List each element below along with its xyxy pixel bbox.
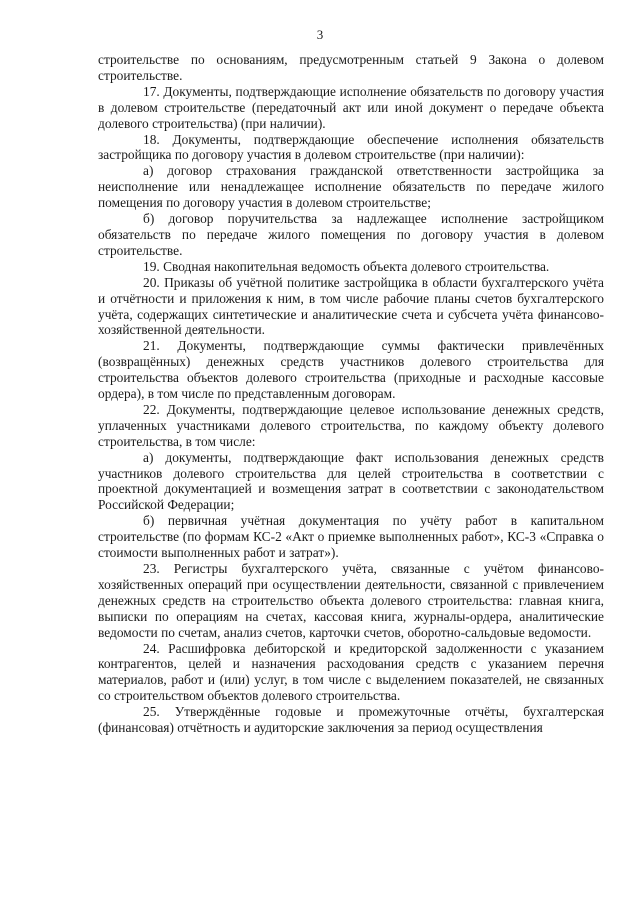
paragraph-item-17: 17. Документы, подтверждающие исполнение обязательств по договору участия в долевом строительстве (передаточный акт или иной документ о передаче объекта долевого строительства) (при наличии). bbox=[98, 83, 604, 131]
page-number: 3 bbox=[316, 27, 324, 42]
paragraph-item-22-a: а) документы, подтверждающие факт использования денежных средств участников долевого строительства для целей строительства в соответствии с проектной документацией и возмещения затрат в соответствии с законодательством Российской Федерации; bbox=[98, 449, 604, 513]
paragraph-item-23: 23. Регистры бухгалтерского учёта, связанные с учётом финансово-хозяйственных операций при осуществлении деятельности, связанной с привлечением денежных средств на строительство объекта долевого строительства: главная книга, выписки по операциям на счетах, кассовая книга, журналы-ордера, аналитические ведомости по счетам, анализ счетов, карточки счетов, оборотно-сальдовые ведомости. bbox=[98, 561, 604, 640]
paragraph-item-18-a: а) договор страхования гражданской ответственности застройщика за неисполнение или ненадлежащее исполнение обязательств по передаче жилого помещения по договору участия в долевом строительстве; bbox=[98, 163, 604, 211]
paragraph-item-18: 18. Документы, подтверждающие обеспечение исполнения обязательств застройщика по договору участия в долевом строительстве (при наличии): bbox=[98, 131, 604, 163]
paragraph-item-22-b: б) первичная учётная документация по учёту работ в капитальном строительстве (по формам КС-2 «Акт о приемке выполненных работ», КС-3 «Справка о стоимости выполненных работ и затрат»). bbox=[98, 513, 604, 561]
document-body bbox=[98, 52, 604, 736]
paragraph-item-25: 25. Утверждённые годовые и промежуточные отчёты, бухгалтерская (финансовая) отчётность и аудиторские заключения за период осуществления bbox=[98, 704, 604, 736]
paragraph-item-18-b: б) договор поручительства за надлежащее исполнение застройщиком обязательств по передаче жилого помещения по договору участия в долевом строительстве. bbox=[98, 211, 604, 258]
paragraph-item-20: 20. Приказы об учётной политике застройщика в области бухгалтерского учёта и отчётности и приложения к ним, в том числе рабочие планы счетов бухгалтерского учёта, содержащих синтетические и аналитические счета и субсчета учёта финансово-хозяйственной деятельности. bbox=[98, 274, 604, 338]
paragraph-continuation: строительстве по основаниям, предусмотренным статьей 9 Закона о долевом строительстве. bbox=[98, 52, 604, 83]
paragraph-item-19: 19. Сводная накопительная ведомость объекта долевого строительства. bbox=[143, 258, 550, 274]
paragraph-item-21: 21. Документы, подтверждающие суммы фактически привлечённых (возвращённых) денежных средств участников долевого строительства для строительства объектов долевого строительства (приходные и расходные кассовые ордера), в том числе по представленным договорам. bbox=[98, 338, 604, 402]
paragraph-item-22: 22. Документы, подтверждающие целевое использование денежных средств, уплаченных участниками долевого строительства, по каждому объекту долевого строительства, в том числе: bbox=[98, 401, 604, 449]
paragraph-item-24: 24. Расшифровка дебиторской и кредиторской задолженности с указанием контрагентов, целей и назначения расходования средств с указанием перечня материалов, работ и (или) услуг, в том числе с выделением показателей, не связанных со строительством объектов долевого строительства. bbox=[98, 640, 604, 704]
